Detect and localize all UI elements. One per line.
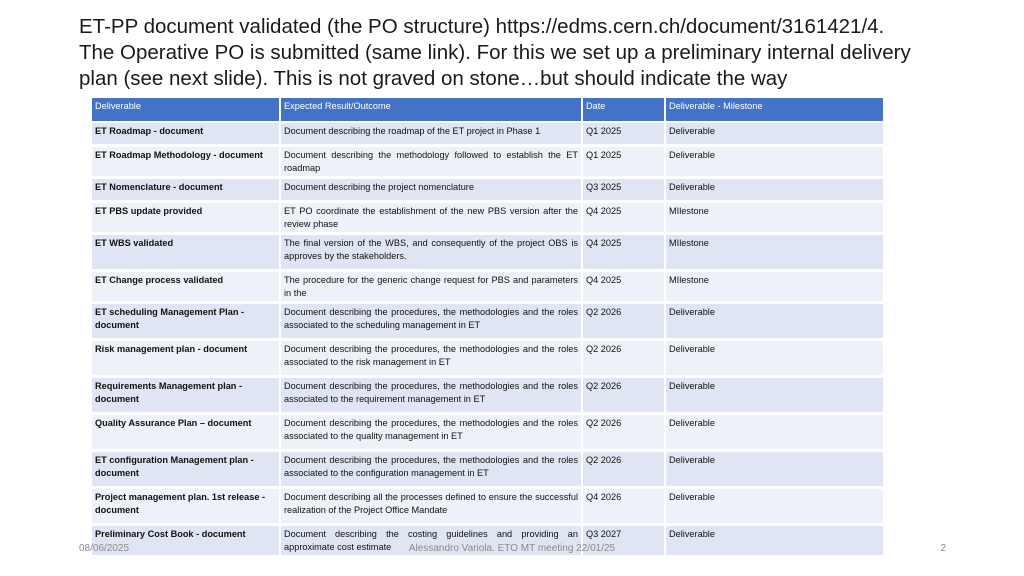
cell-deliverable: ET Roadmap - document [92, 123, 281, 147]
table-row [92, 235, 885, 272]
cell-expected: Document describing the procedures, the methodologies and the roles associated to the scheduling management in ET [281, 304, 583, 341]
cell-deliverable: ET Roadmap Methodology - document [92, 147, 281, 179]
footer-presentation-info: Alessandro Variola. ETO MT meeting 22/01/25 [408, 543, 616, 554]
table-row [92, 452, 885, 489]
table-row [92, 203, 885, 235]
cell-expected: Document describing the methodology followed to establish the ET roadmap [281, 147, 583, 179]
table-row [92, 304, 885, 341]
footer-page-number: 2 [940, 543, 946, 554]
table-header-row [92, 98, 885, 123]
cell-type: Deliverable [666, 489, 885, 526]
cell-expected: Document describing the procedures, the methodologies and the roles associated to the quality management in ET [281, 415, 583, 452]
cell-date: Q4 2025 [583, 203, 666, 235]
table-row [92, 378, 885, 415]
header-deliverable-milestone: Deliverable - Milestone [666, 98, 885, 123]
cell-type: Deliverable [666, 304, 885, 341]
cell-deliverable: Project management plan. 1st release - document [92, 489, 281, 526]
header-expected-result: Expected Result/Outcome [281, 98, 583, 123]
cell-deliverable: ET WBS validated [92, 235, 281, 272]
cell-date: Q2 2026 [583, 452, 666, 489]
cell-expected: Document describing all the processes defined to ensure the successful realization of the Project Office Mandate [281, 489, 583, 526]
title-line-2: The Operative PO is submitted (same link). For this we set up a preliminary internal delivery [79, 41, 911, 64]
table-row [92, 123, 885, 147]
cell-expected: The procedure for the generic change request for PBS and parameters in the [281, 272, 583, 304]
header-date: Date [583, 98, 666, 123]
cell-deliverable: Risk management plan - document [92, 341, 281, 378]
cell-expected: Document describing the project nomenclature [281, 179, 583, 203]
cell-type: Deliverable [666, 452, 885, 489]
cell-type: Deliverable [666, 341, 885, 378]
cell-type: Deliverable [666, 415, 885, 452]
cell-date: Q4 2025 [583, 272, 666, 304]
cell-date: Q2 2026 [583, 341, 666, 378]
cell-date: Q1 2025 [583, 123, 666, 147]
cell-deliverable: ET Nomenclature - document [92, 179, 281, 203]
title-line-1: ET-PP document validated (the PO structure) https://edms.cern.ch/document/3161421/4. [79, 15, 885, 38]
table-row [92, 147, 885, 179]
cell-deliverable: Requirements Management plan - document [92, 378, 281, 415]
cell-deliverable: ET Change process validated [92, 272, 281, 304]
header-deliverable: Deliverable [92, 98, 281, 123]
cell-type: Deliverable [666, 179, 885, 203]
cell-date: Q4 2025 [583, 235, 666, 272]
cell-date: Q2 2026 [583, 415, 666, 452]
title-line-3: plan (see next slide). This is not graved on stone…but should indicate the way [79, 67, 788, 90]
cell-type: MIlestone [666, 235, 885, 272]
cell-type: MIlestone [666, 203, 885, 235]
cell-date: Q2 2026 [583, 378, 666, 415]
cell-deliverable: ET PBS update provided [92, 203, 281, 235]
slide-title [79, 14, 979, 92]
delivery-plan-table [92, 98, 885, 558]
cell-date: Q1 2025 [583, 147, 666, 179]
cell-expected: Document describing the procedures, the methodologies and the roles associated to the configuration management in ET [281, 452, 583, 489]
cell-deliverable: Quality Assurance Plan – document [92, 415, 281, 452]
cell-deliverable: Preliminary Cost Book - document [92, 526, 281, 558]
cell-date: Q3 2025 [583, 179, 666, 203]
cell-date: Q2 2026 [583, 304, 666, 341]
cell-date: Q3 2027 [583, 526, 666, 558]
table-row [92, 415, 885, 452]
cell-type: Deliverable [666, 526, 885, 558]
cell-expected: Document describing the costing guidelines and providing an approximate cost estimate [281, 526, 583, 558]
table-row [92, 489, 885, 526]
cell-type: MIlestone [666, 272, 885, 304]
cell-expected: Document describing the roadmap of the ET project in Phase 1 [281, 123, 583, 147]
cell-deliverable: ET configuration Management plan - document [92, 452, 281, 489]
cell-expected: Document describing the procedures, the methodologies and the roles associated to the risk management in ET [281, 341, 583, 378]
cell-type: Deliverable [666, 123, 885, 147]
table-row [92, 272, 885, 304]
table-row [92, 179, 885, 203]
cell-type: Deliverable [666, 378, 885, 415]
cell-date: Q4 2026 [583, 489, 666, 526]
cell-expected: ET PO coordinate the establishment of the new PBS version after the review phase [281, 203, 583, 235]
cell-expected: The final version of the WBS, and consequently of the project OBS is approves by the stakeholders. [281, 235, 583, 272]
cell-expected: Document describing the procedures, the methodologies and the roles associated to the requirement management in ET [281, 378, 583, 415]
cell-deliverable: ET scheduling Management Plan - document [92, 304, 281, 341]
cell-type: Deliverable [666, 147, 885, 179]
footer-date: 08/06/2025 [79, 543, 130, 554]
table-row [92, 341, 885, 378]
